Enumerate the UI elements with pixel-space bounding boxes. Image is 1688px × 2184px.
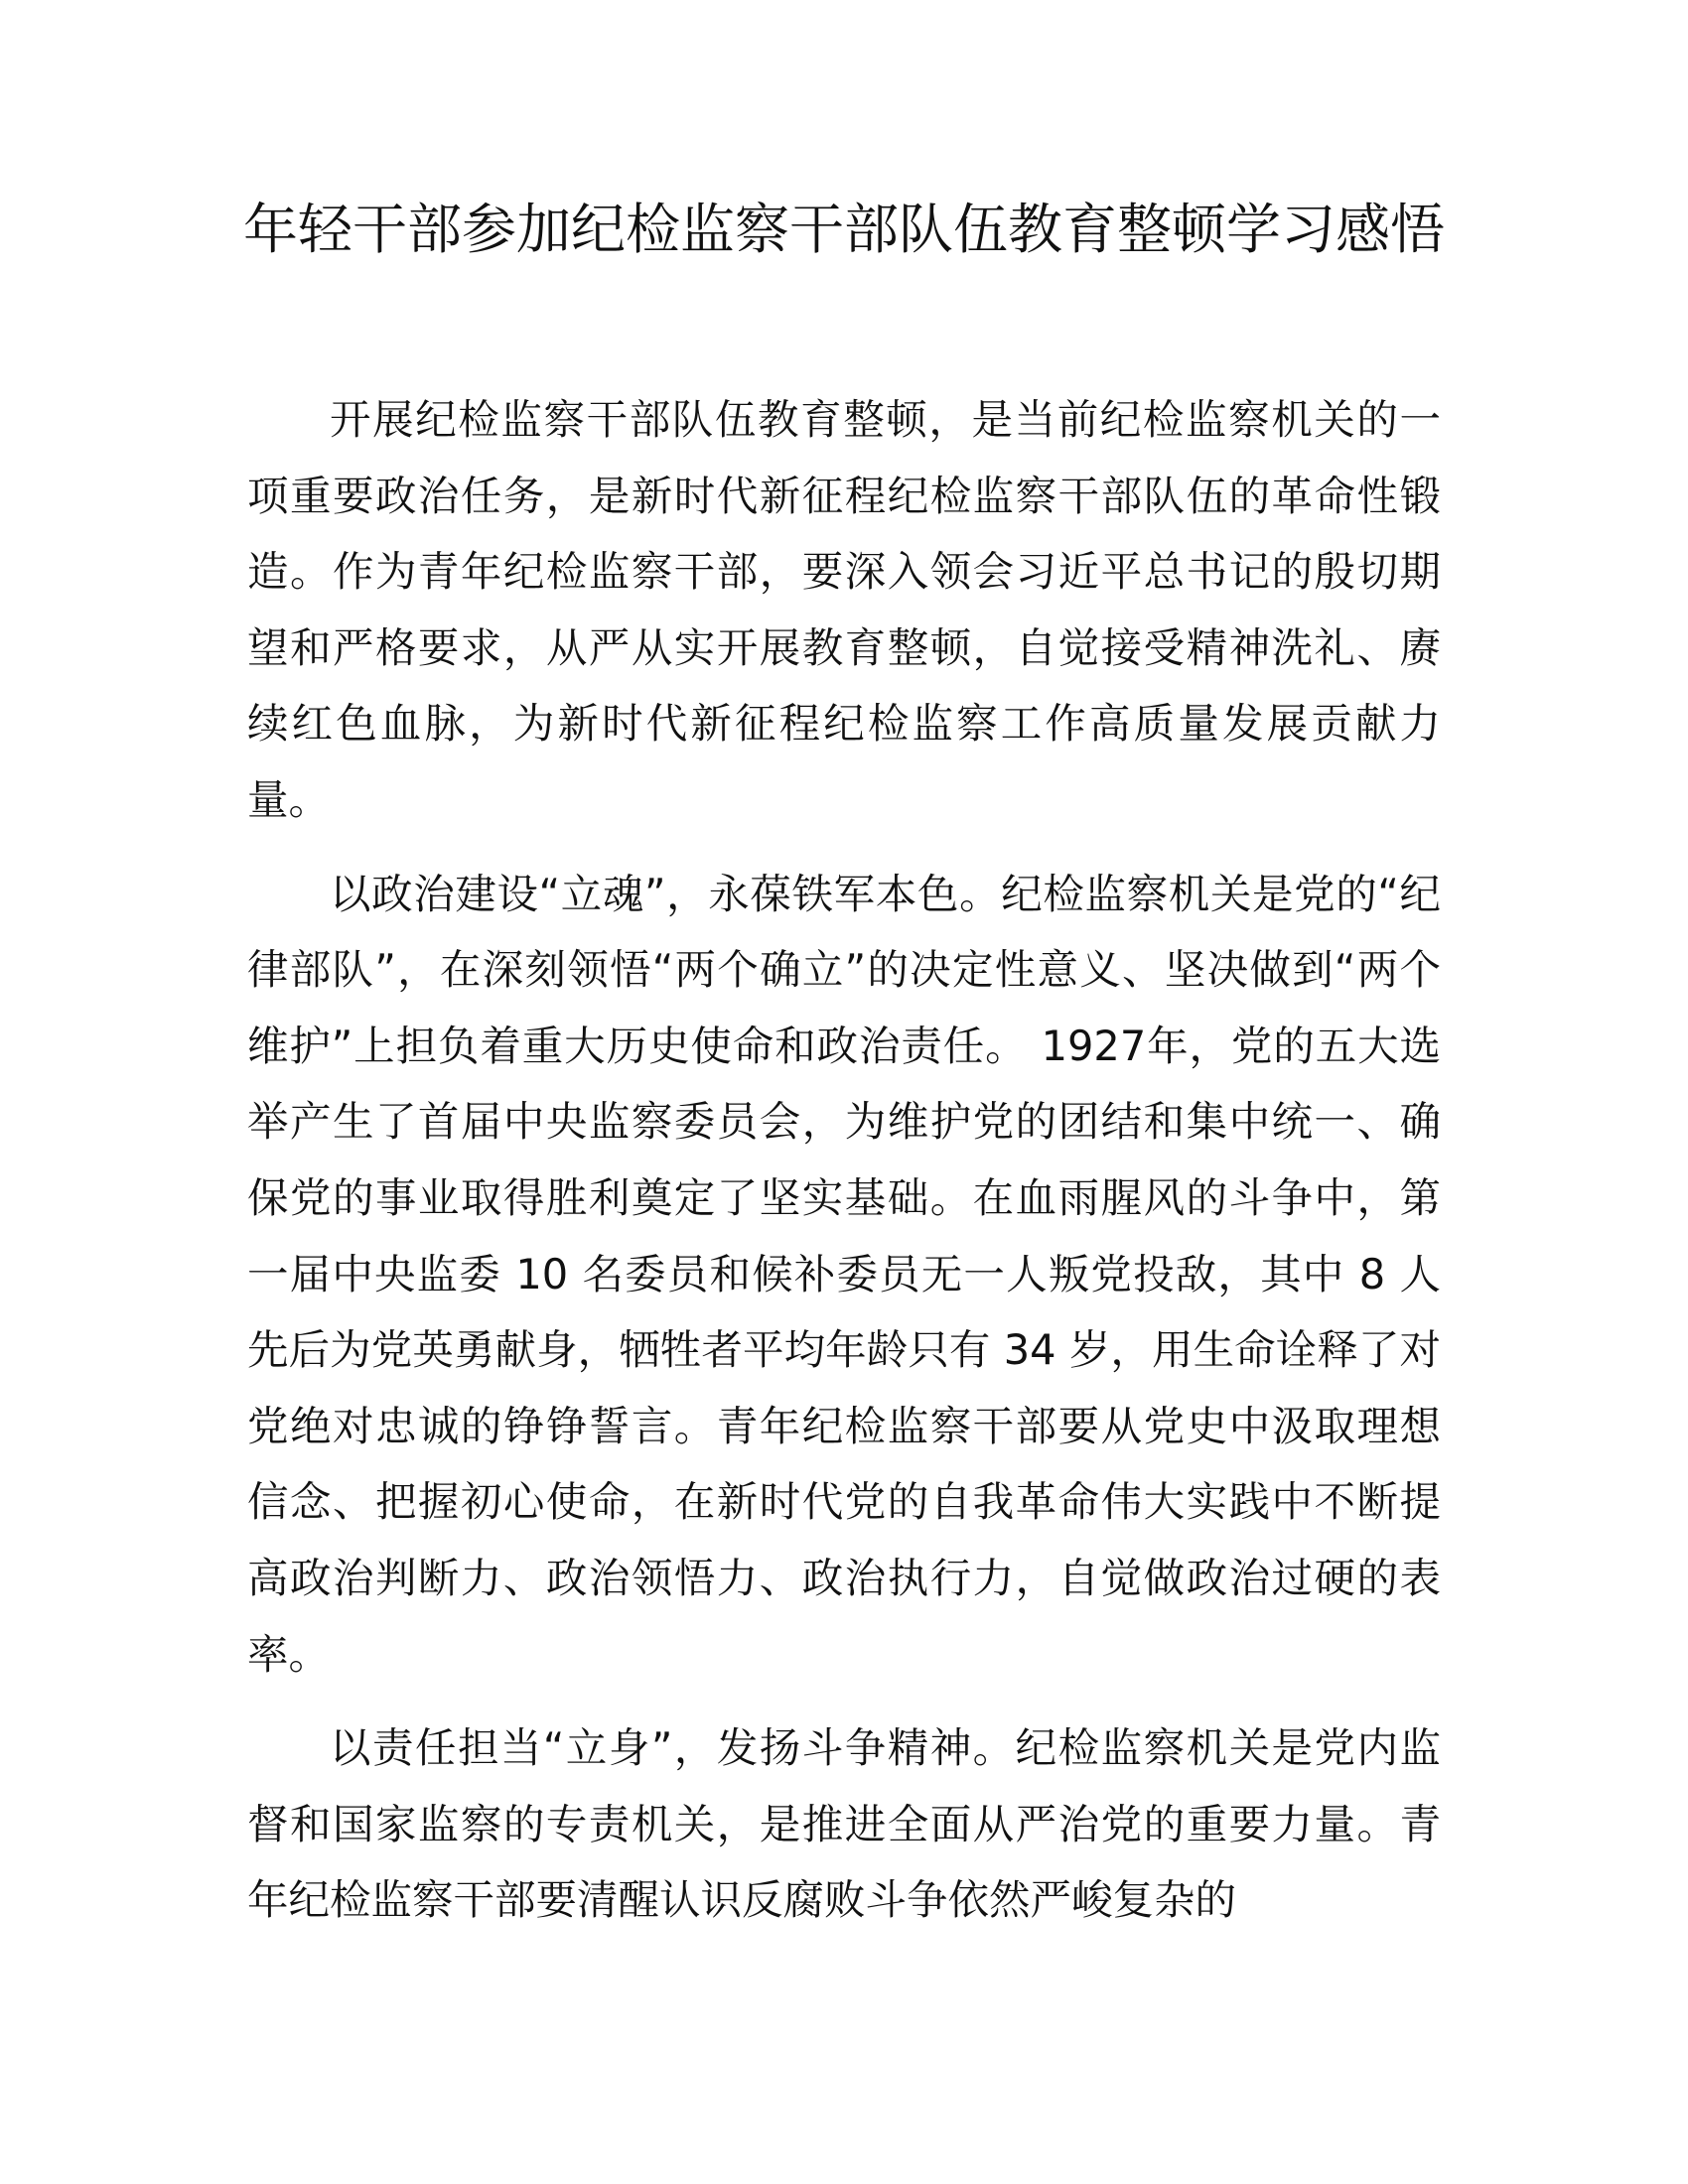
paragraph-intro: 开展纪检监察干部队伍教育整顿，是当前纪检监察机关的一项重要政治任务，是新时代新征程纪检监察干部队伍的革命性锻造。作为青年纪检监察干部，要深入领会习近平总书记的殷切期望和严格要求，从严从实开展教育整顿，自觉接受精神洗礼、赓续红色血脉，为新时代新征程纪检监察工作高质量发展贡献力量。 [247,395,1441,824]
document-body [247,382,1441,1939]
paragraph-responsibility: 以责任担当“立身”，发扬斗争精神。纪检监察机关是党内监督和国家监察的专责机关，是推进全面从严治党的重要力量。青年纪检监察干部要清醒认识反腐败斗争依然严峻复杂的 [247,1723,1441,1925]
document-title: 年轻干部参加纪检监察干部队伍教育整顿学习感悟 [242,198,1445,261]
paragraph-political-building: 以政治建设“立魂”，永葆铁军本色。纪检监察机关是党的“纪律部队”，在深刻领悟“两个确立”的决定性意义、坚决做到“两个维护”上担负着重大历史使命和政治责任。 1927年，党的五大选举产生了首届中央监察委员会，为维护党的团结和集中统一、确保党的事业取得胜利奠定了坚实基础。在血雨腥风的斗争中，第一届中央监委 10 名委员和候补委员无一人叛党投敌，其中 8 人先后为党英勇献身，牺牲者平均年龄只有 34 岁，用生命诠释了对党绝对忠诚的铮铮誓言。青年纪检监察干部要从党史中汲取理想信念、把握初心使命，在新时代党的自我革命伟大实践中不断提高政治判断力、政治领悟力、政治执行力，自觉做政治过硬的表率。 [247,869,1441,1679]
